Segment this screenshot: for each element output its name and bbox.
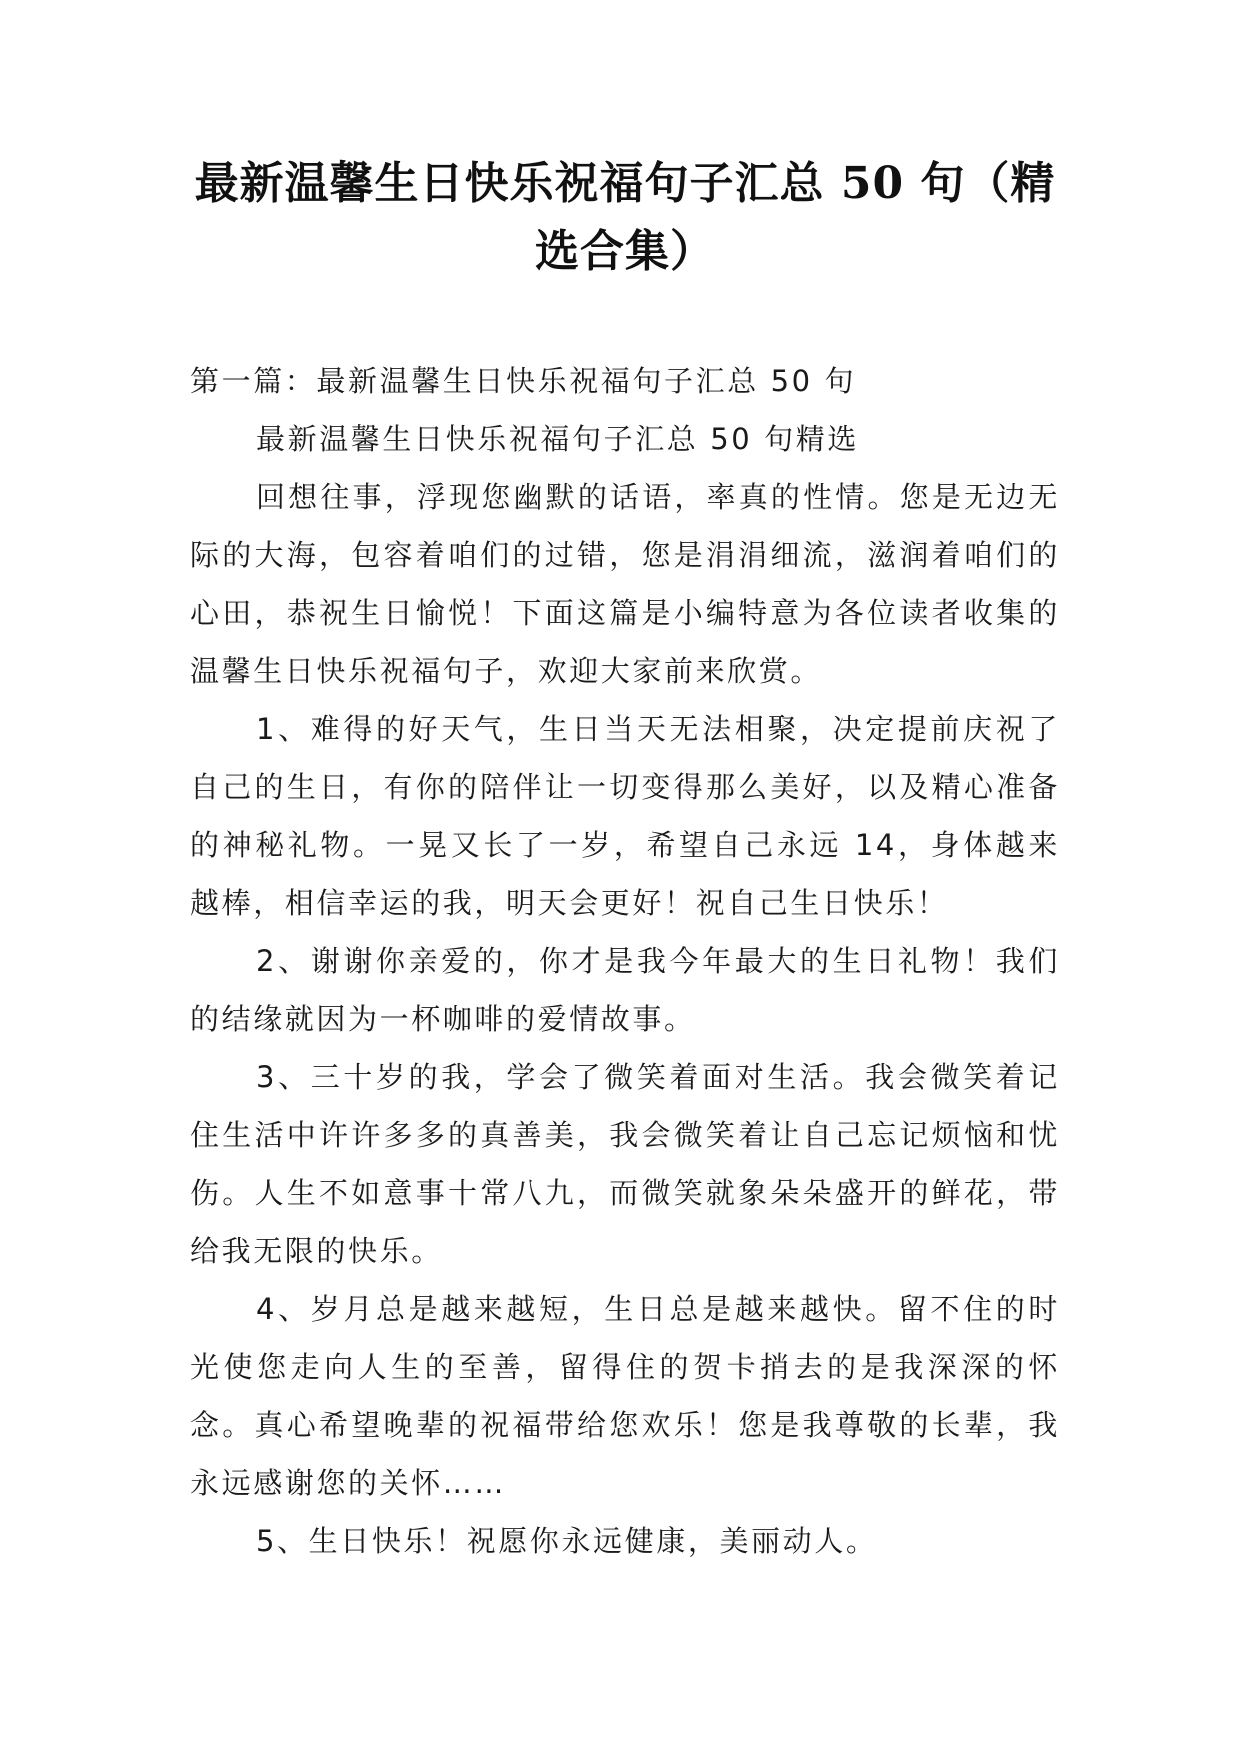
wish-item-2: 2、谢谢你亲爱的，你才是我今年最大的生日礼物！我们的结缘就因为一杯咖啡的爱情故事。 [190,944,1060,1036]
document-body [190,352,1060,1570]
wish-item-1: 1、难得的好天气，生日当天无法相聚，决定提前庆祝了自己的生日，有你的陪伴让一切变得那么美好，以及精心准备的神秘礼物。一晃又长了一岁，希望自己永远 14，身体越来越棒，相信幸运的我，明天会更好！祝自己生日快乐！ [190,712,1060,920]
section-heading: 第一篇：最新温馨生日快乐祝福句子汇总 50 句 [190,364,857,398]
intro-paragraph: 回想往事，浮现您幽默的话语，率真的性情。您是无边无际的大海，包容着咱们的过错，您是涓涓细流，滋润着咱们的心田，恭祝生日愉悦！下面这篇是小编特意为各位读者收集的温馨生日快乐祝福句子，欢迎大家前来欣赏。 [190,480,1060,688]
wish-item-4: 4、岁月总是越来越短，生日总是越来越快。留不住的时光使您走向人生的至善，留得住的贺卡捎去的是我深深的怀念。真心希望晚辈的祝福带给您欢乐！您是我尊敬的长辈，我永远感谢您的关怀…… [190,1292,1060,1500]
wish-item-5: 5、生日快乐！祝愿你永远健康，美丽动人。 [256,1524,878,1558]
section-subtitle: 最新温馨生日快乐祝福句子汇总 50 句精选 [256,422,859,456]
document-title: 最新温馨生日快乐祝福句子汇总 50 句（精选合集） [194,158,1056,277]
wish-item-3: 3、三十岁的我，学会了微笑着面对生活。我会微笑着记住生活中许许多多的真善美，我会微笑着让自己忘记烦恼和忧伤。人生不如意事十常八九，而微笑就象朵朵盛开的鲜花，带给我无限的快乐。 [190,1060,1060,1268]
